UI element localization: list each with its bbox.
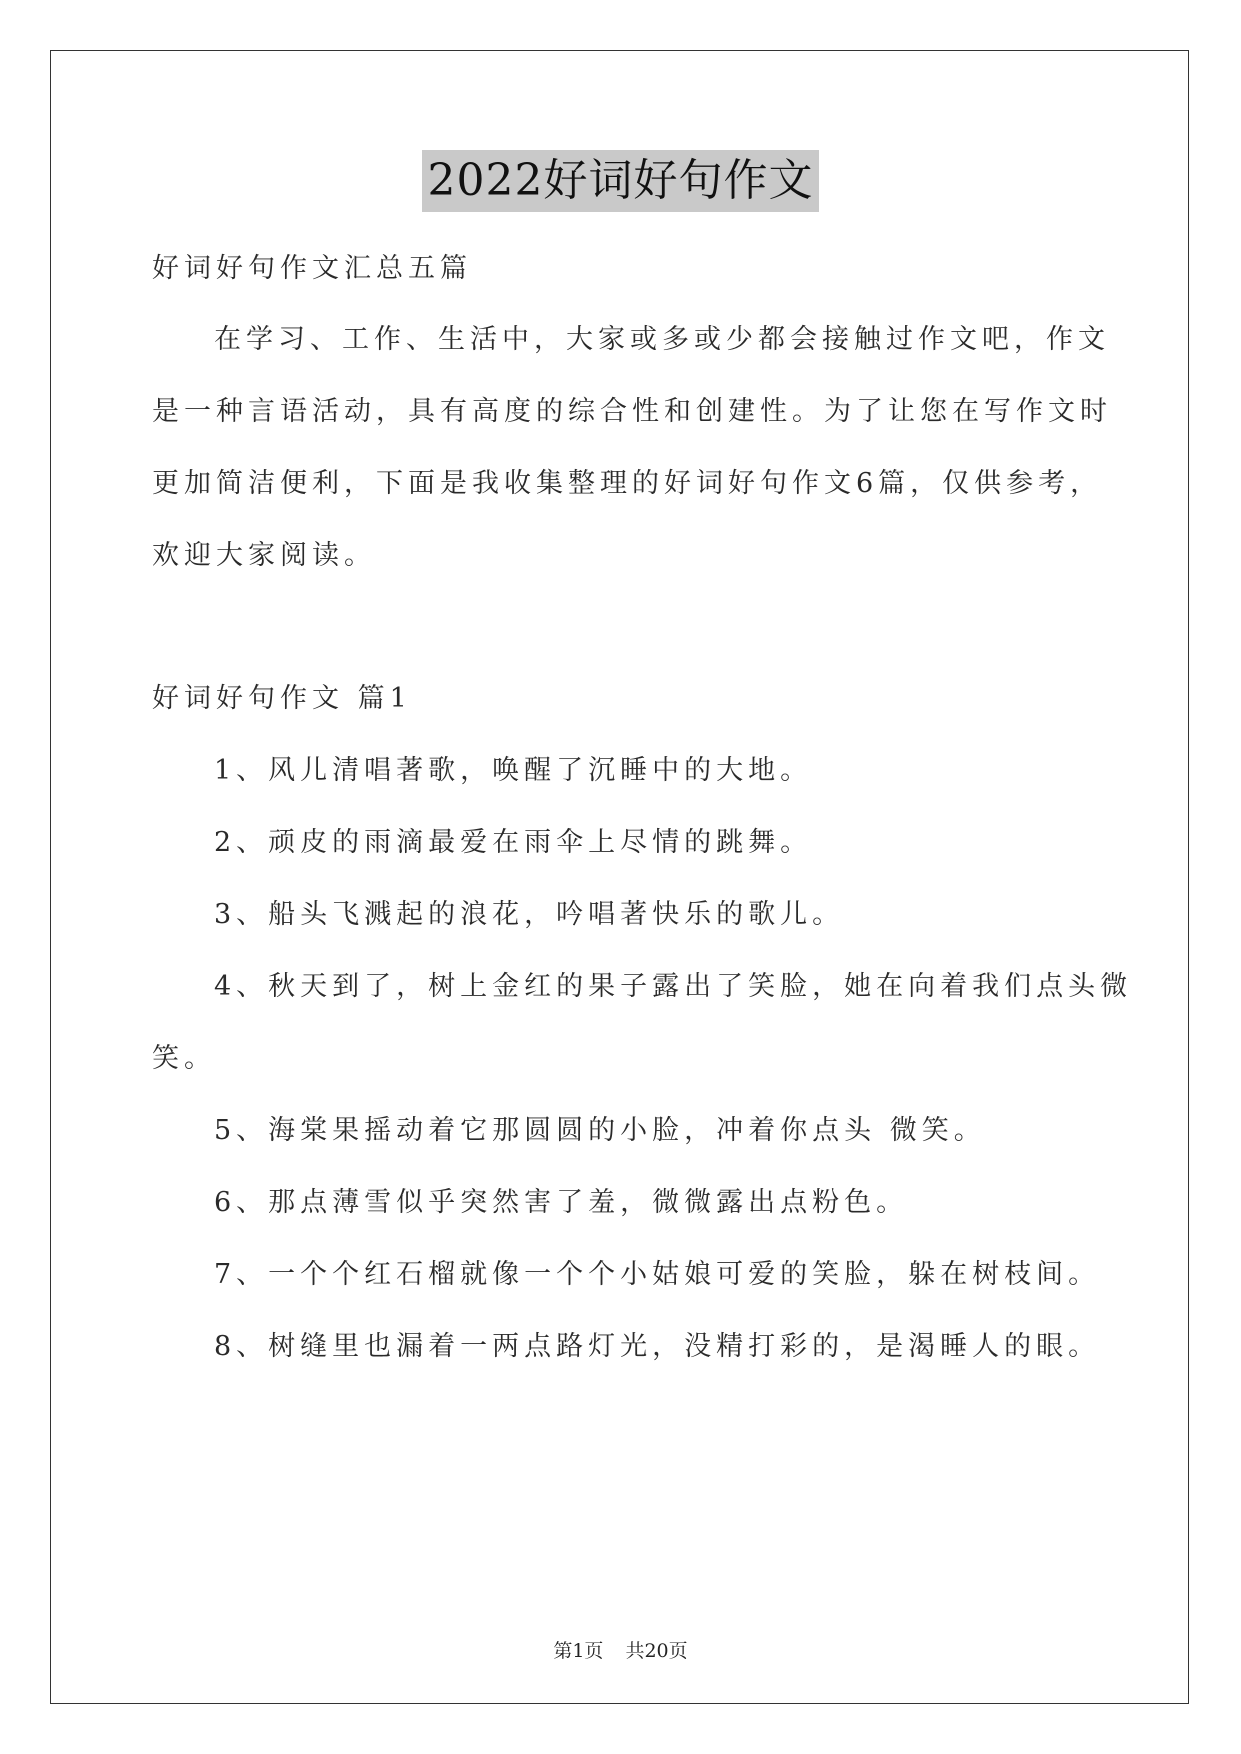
section-heading: 好词好句作文 篇1 xyxy=(152,683,412,714)
page-total: 共20页 xyxy=(625,1640,688,1662)
sentence-item: 3、船头飞溅起的浪花，吟唱著快乐的歌儿。 xyxy=(214,899,845,930)
page-border xyxy=(50,50,1189,1704)
document-title: 2022好词好句作文 xyxy=(422,150,820,212)
sentence-item: 5、海棠果摇动着它那圆圆的小脸，冲着你点头 微笑。 xyxy=(214,1115,986,1146)
sentence-item-continuation: 笑。 xyxy=(152,1043,216,1074)
sentence-item: 1、风儿清唱著歌，唤醒了沉睡中的大地。 xyxy=(214,755,813,786)
subtitle: 好词好句作文汇总五篇 xyxy=(152,253,472,284)
intro-line: 在学习、工作、生活中，大家或多或少都会接触过作文吧，作文 xyxy=(214,324,1110,355)
intro-line: 欢迎大家阅读。 xyxy=(152,540,376,571)
page-number: 第1页 xyxy=(553,1640,604,1662)
sentence-item: 6、那点薄雪似乎突然害了羞，微微露出点粉色。 xyxy=(214,1187,909,1218)
document-title-wrap xyxy=(0,150,1241,212)
sentence-item: 2、顽皮的雨滴最爱在雨伞上尽情的跳舞。 xyxy=(214,827,813,858)
intro-line: 更加简洁便利，下面是我收集整理的好词好句作文6篇，仅供参考， xyxy=(152,468,1103,499)
page-footer xyxy=(0,1636,1241,1663)
intro-line: 是一种言语活动，具有高度的综合性和创建性。为了让您在写作文时 xyxy=(152,396,1112,427)
sentence-item: 4、秋天到了，树上金红的果子露出了笑脸，她在向着我们点头微 xyxy=(214,971,1133,1002)
sentence-item: 7、一个个红石榴就像一个个小姑娘可爱的笑脸，躲在树枝间。 xyxy=(214,1259,1101,1290)
sentence-item: 8、树缝里也漏着一两点路灯光，没精打彩的，是渴睡人的眼。 xyxy=(214,1331,1101,1362)
